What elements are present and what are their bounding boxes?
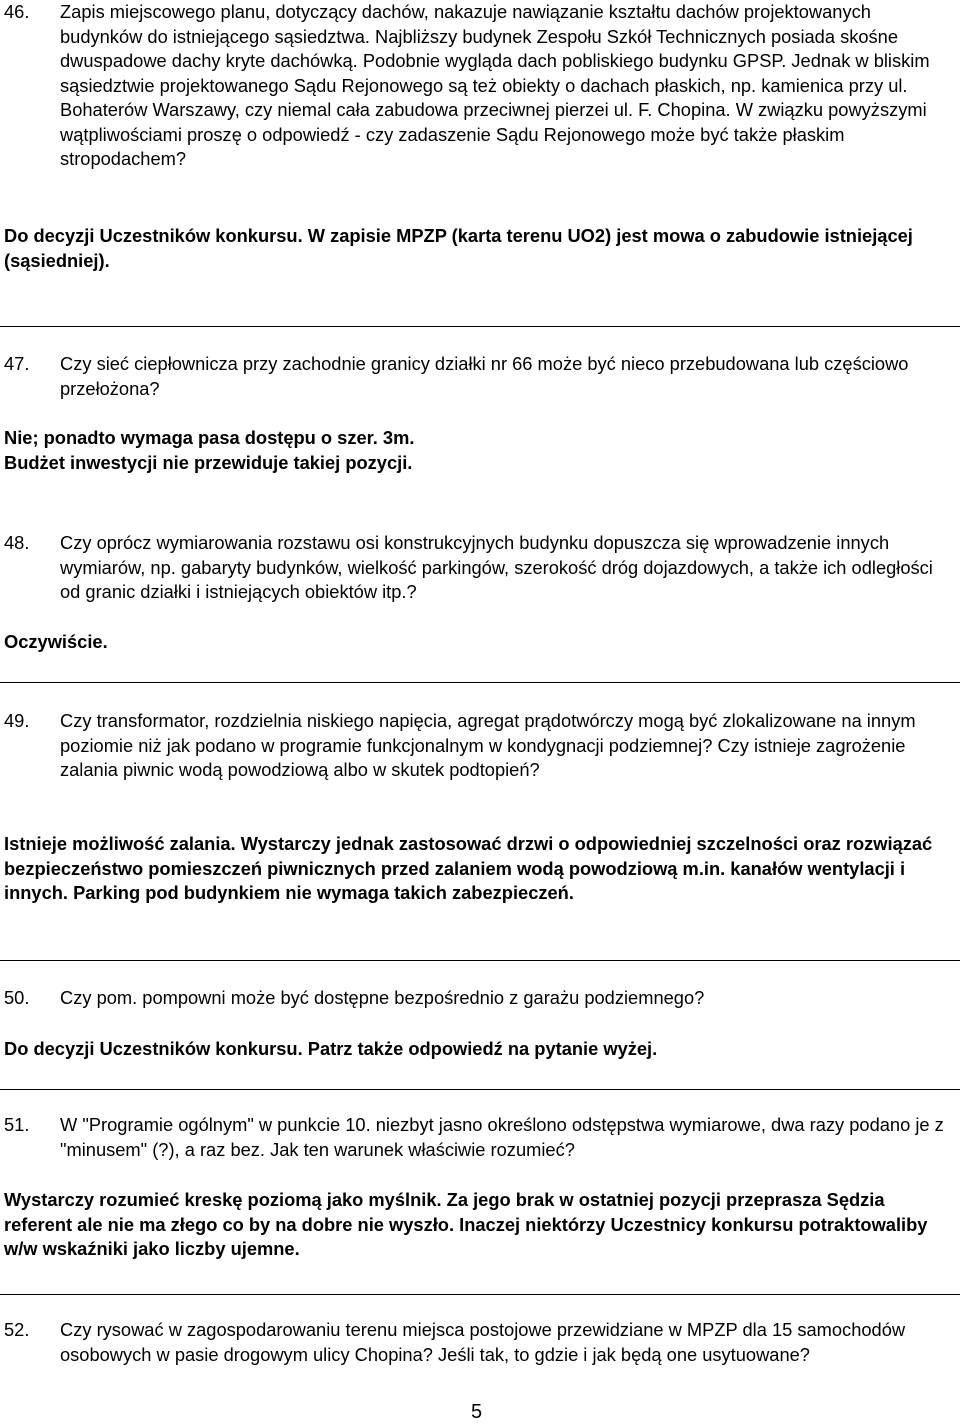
question-text: Czy transformator, rozdzielnia niskiego napięcia, agregat prądotwórczy mogą być zlokalizowane na innym poziomie niż jak podano w programie funkcjonalnym w kondygnacji podziemnej? Czy istnieje zagrożenie zalania piwnic wodą powodziową albo w skutek podtopień? bbox=[60, 710, 916, 780]
answer-48 bbox=[4, 630, 952, 655]
answer-51 bbox=[4, 1188, 952, 1262]
question-text: Czy pom. pompowni może być dostępne bezpośrednio z garażu podziemnego? bbox=[60, 987, 705, 1008]
question-number: 47. bbox=[4, 353, 30, 374]
question-47 bbox=[4, 352, 952, 401]
divider bbox=[0, 326, 960, 327]
question-number: 48. bbox=[4, 532, 30, 553]
question-number: 52. bbox=[4, 1319, 30, 1340]
question-number: 51. bbox=[4, 1114, 30, 1135]
answer-text: Nie; ponadto wymaga pasa dostępu o szer. 3m. bbox=[4, 427, 415, 448]
answer-50 bbox=[4, 1037, 952, 1062]
question-52 bbox=[4, 1318, 952, 1367]
answer-49 bbox=[4, 832, 952, 906]
question-48 bbox=[4, 531, 952, 605]
answer-text: Do decyzji Uczestników konkursu. Patrz także odpowiedź na pytanie wyżej. bbox=[4, 1038, 658, 1059]
answer-46 bbox=[4, 224, 952, 273]
question-49 bbox=[4, 709, 952, 783]
answer-text: Wystarczy rozumieć kreskę poziomą jako myślnik. Za jego brak w ostatniej pozycji przeprasza Sędzia referent ale nie ma złego co by na dobre nie wyszło. Inaczej niektórzy Uczestnicy konkursu potraktowaliby w/w wskaźniki jako liczby ujemne. bbox=[4, 1189, 928, 1259]
question-text: Czy rysować w zagospodarowaniu terenu miejsca postojowe przewidziane w MPZP dla 15 samochodów osobowych w pasie drogowym ulicy Chopina? Jeśli tak, to gdzie i jak będą one usytuowane? bbox=[60, 1319, 906, 1365]
divider bbox=[0, 960, 960, 961]
divider bbox=[0, 682, 960, 683]
answer-47 bbox=[4, 426, 952, 475]
question-text: W "Programie ogólnym" w punkcie 10. niezbyt jasno określono odstępstwa wymiarowe, dwa razy podano je z "minusem" (?), a raz bez. Jak ten warunek właściwie rozumieć? bbox=[60, 1114, 944, 1160]
answer-text: Istnieje możliwość zalania. Wystarczy jednak zastosować drzwi o odpowiedniej szczelności oraz rozwiązać bezpieczeństwo pomieszczeń piwnicznych przed zalaniem wodą powodziową m.in. kanałów wentylacji i innych. Parking pod budynkiem nie wymaga takich zabezpieczeń. bbox=[4, 833, 933, 903]
question-number: 46. bbox=[4, 1, 30, 22]
page-number: 5 bbox=[471, 1401, 483, 1423]
question-50 bbox=[4, 986, 952, 1011]
question-number: 50. bbox=[4, 987, 30, 1008]
answer-text: Budżet inwestycji nie przewiduje takiej pozycji. bbox=[4, 451, 413, 473]
answer-text: Do decyzji Uczestników konkursu. W zapisie MPZP (karta terenu UO2) jest mowa o zabudowie istniejącej (sąsiedniej). bbox=[4, 225, 913, 271]
question-46 bbox=[4, 0, 952, 172]
question-number: 49. bbox=[4, 710, 30, 731]
question-text: Czy oprócz wymiarowania rozstawu osi konstrukcyjnych budynku dopuszcza się wprowadzenie innych wymiarów, np. gabaryty budynków, wielkość parkingów, szerokość dróg dojazdowych, a także ich odległości od granic działki i istniejących obiektów itp.? bbox=[60, 532, 933, 602]
answer-text: Oczywiście. bbox=[4, 631, 108, 652]
divider bbox=[0, 1294, 960, 1295]
question-51 bbox=[4, 1113, 952, 1162]
divider bbox=[0, 1089, 960, 1090]
question-text: Czy sieć ciepłownicza przy zachodnie granicy działki nr 66 może być nieco przebudowana lub częściowo przełożona? bbox=[60, 353, 909, 399]
question-text: Zapis miejscowego planu, dotyczący dachów, nakazuje nawiązanie kształtu dachów projektowanych budynków do istniejącego sąsiedztwa. Najbliższy budynek Zespołu Szkół Technicznych posiada skośne dwuspadowe dachy kryte dachówką. Podobnie wygląda dach pobliskiego budynku GPSP. Jednak w bliskim sąsiedztwie projektowanego Sądu Rejonowego są też obiekty o dachach płaskich, np. kamienica przy ul. Bohaterów Warszawy, czy niemal cała zabudowa przeciwnej pierzei ul. F. Chopina. W związku powyższymi wątpliwościami proszę o odpowiedź - czy zadaszenie Sądu Rejonowego może być także płaskim stropodachem? bbox=[60, 1, 930, 169]
